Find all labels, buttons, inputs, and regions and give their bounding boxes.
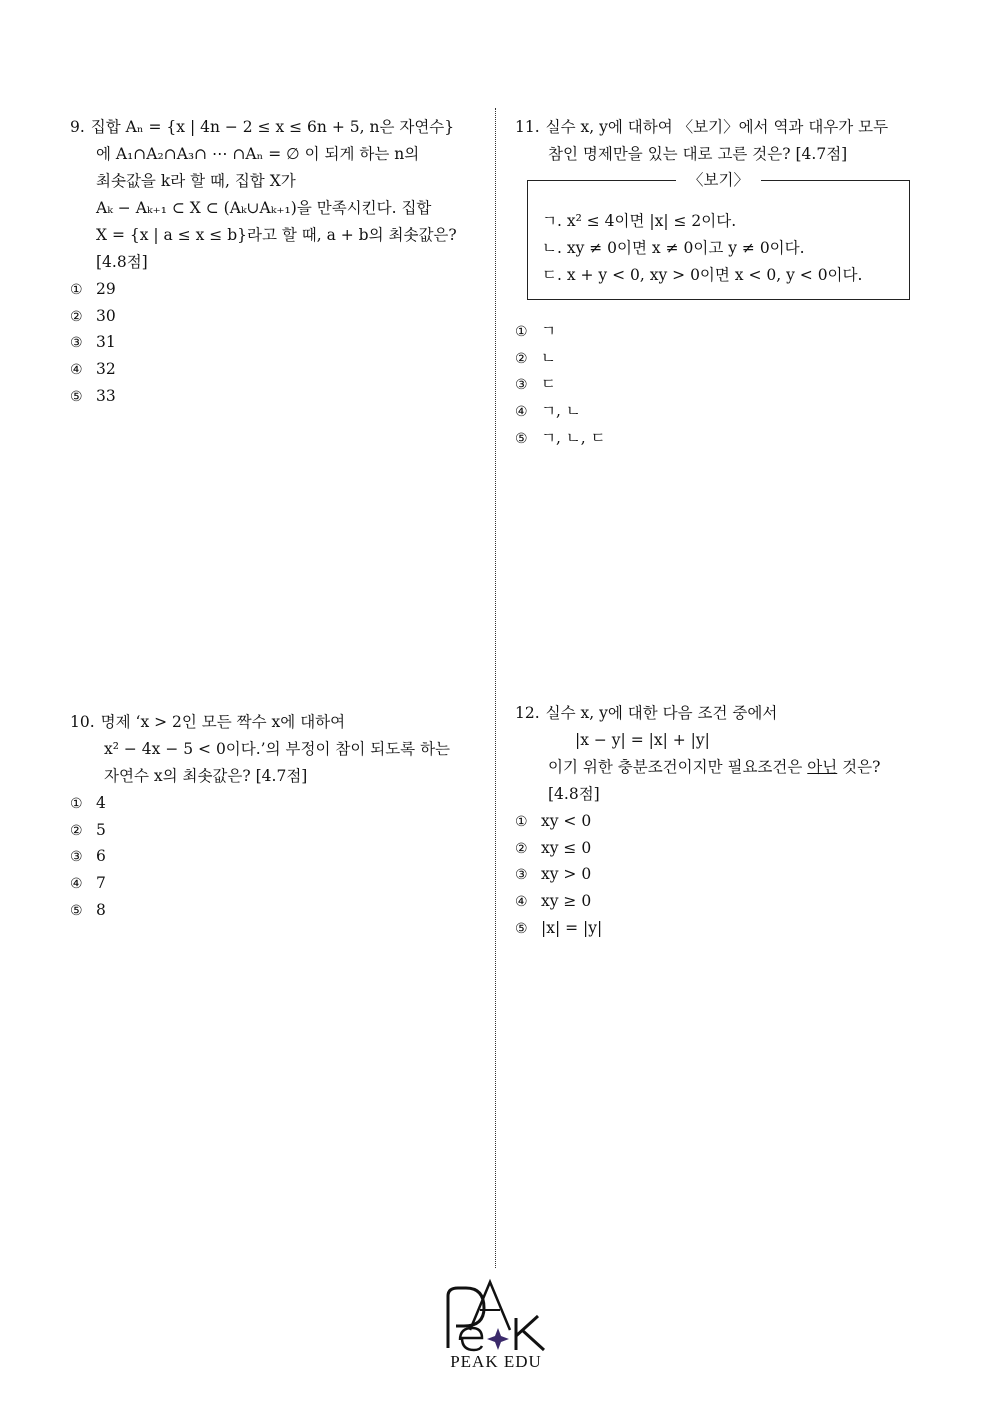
choice-3[interactable]: [70, 843, 485, 870]
bogi-title: [528, 167, 909, 194]
choice-number: ④: [70, 362, 83, 379]
choice-1[interactable]: [515, 318, 925, 345]
bogi-box: [527, 171, 910, 300]
choice-text: xy ≤ 0: [541, 838, 592, 857]
choice-number: ②: [70, 308, 83, 325]
choice-text: 31: [96, 333, 116, 352]
column-divider: [495, 108, 496, 1268]
choice-3[interactable]: [515, 861, 925, 888]
choice-number: ②: [515, 350, 528, 367]
choice-1[interactable]: [515, 808, 925, 835]
question-11: [515, 114, 925, 451]
question-text-line: 집합 Aₙ = {x | 4n − 2 ≤ x ≤ 6n + 5, n은 자연수}: [90, 118, 455, 136]
choice-list: [70, 790, 485, 923]
choice-text: 8: [96, 900, 106, 919]
question-number: 11.: [515, 118, 540, 136]
question-number: 9.: [70, 118, 85, 136]
question-text-line: Aₖ − Aₖ₊₁ ⊂ X ⊂ (Aₖ∪Aₖ₊₁)을 만족시킨다. 집합: [96, 199, 432, 217]
choice-number: ②: [70, 822, 83, 839]
choice-text: ㄱ, ㄴ: [541, 402, 581, 421]
choice-text: xy < 0: [541, 812, 592, 830]
choice-2[interactable]: [515, 345, 925, 372]
choice-number: ①: [70, 282, 83, 298]
choice-number: ④: [70, 876, 83, 893]
choice-1[interactable]: [70, 790, 485, 817]
choice-number: ④: [515, 404, 528, 421]
choice-text: 30: [96, 306, 116, 325]
question-text-post: 것은?: [837, 758, 881, 776]
choice-text: ㄴ: [541, 348, 556, 367]
choice-number: ①: [515, 324, 528, 340]
choice-4[interactable]: [515, 888, 925, 915]
choice-2[interactable]: [515, 835, 925, 862]
question-text-line: 최솟값을 k라 할 때, 집합 X가: [96, 172, 296, 190]
choice-list: [70, 276, 485, 409]
choice-2[interactable]: [70, 303, 485, 330]
question-9: [70, 114, 485, 409]
question-number: 12.: [515, 704, 540, 722]
choice-text: 33: [96, 386, 116, 405]
choice-number: ③: [515, 377, 528, 394]
question-text-line: 에 A₁∩A₂∩A₃∩ ⋯ ∩Aₙ = ∅ 이 되게 하는 n의: [96, 145, 420, 163]
bogi-title-text: 〈보기〉: [676, 171, 761, 189]
bogi-item: ㄴ. xy ≠ 0이면 x ≠ 0이고 y ≠ 0이다.: [542, 239, 805, 257]
choice-text: xy ≥ 0: [541, 892, 592, 911]
question-text-line: x² − 4x − 5 < 0이다.’의 부정이 참이 되도록 하는: [104, 740, 451, 758]
bogi-list: [528, 181, 909, 289]
choice-1[interactable]: [70, 276, 485, 303]
choice-number: ①: [70, 796, 83, 812]
underlined-word: 아닌: [807, 758, 838, 776]
bogi-item: ㄱ. x² ≤ 4이면 |x| ≤ 2이다.: [542, 212, 737, 230]
choice-number: ⑤: [515, 920, 528, 937]
question-12-stem: [515, 700, 925, 808]
question-text-line: 실수 x, y에 대한 다음 조건 중에서: [545, 704, 778, 722]
question-text-pre: 이기 위한 충분조건이지만 필요조건은: [548, 758, 808, 776]
bogi-item: ㄷ. x + y < 0, xy > 0이면 x < 0, y < 0이다.: [542, 266, 863, 284]
question-10: [70, 709, 485, 923]
choice-5[interactable]: [515, 425, 925, 452]
choice-number: ③: [515, 867, 528, 884]
choice-number: ②: [515, 840, 528, 857]
choice-5[interactable]: [70, 383, 485, 410]
choice-text: ㄱ, ㄴ, ㄷ: [541, 428, 606, 447]
condition-formula: |x − y| = |x| + |y|: [575, 731, 710, 749]
question-points: [4.8점]: [548, 785, 600, 803]
question-12: [515, 700, 925, 941]
choice-5[interactable]: [515, 915, 925, 942]
choice-3[interactable]: [70, 329, 485, 356]
choice-4[interactable]: [515, 398, 925, 425]
choice-text: 32: [96, 360, 116, 379]
question-10-stem: [70, 709, 485, 790]
choice-number: ⑤: [70, 902, 83, 919]
question-number: 10.: [70, 713, 95, 731]
choice-3[interactable]: [515, 371, 925, 398]
question-11-stem: [515, 114, 925, 168]
question-9-stem: [70, 114, 485, 276]
choice-text: 29: [96, 280, 116, 298]
choice-5[interactable]: [70, 897, 485, 924]
choice-text: ㄱ: [541, 322, 556, 340]
choice-text: xy > 0: [541, 865, 592, 884]
choice-text: |x| = |y|: [541, 918, 603, 937]
choice-text: 6: [96, 847, 106, 866]
choice-4[interactable]: [70, 356, 485, 383]
choice-number: ③: [70, 335, 83, 352]
choice-number: ⑤: [515, 430, 528, 447]
question-text-line: 명제 ‘x > 2인 모든 짝수 x에 대하여: [100, 713, 346, 731]
choice-text: 5: [96, 820, 106, 839]
choice-number: ⑤: [70, 388, 83, 405]
choice-text: 4: [96, 794, 106, 812]
question-text-line: 실수 x, y에 대하여 〈보기〉에서 역과 대우가 모두: [545, 118, 889, 136]
choice-4[interactable]: [70, 870, 485, 897]
question-text-line: 참인 명제만을 있는 대로 고른 것은? [4.7점]: [548, 145, 848, 163]
question-points: [4.8점]: [96, 253, 148, 271]
choice-list: [515, 318, 925, 451]
choice-number: ③: [70, 849, 83, 866]
choice-2[interactable]: [70, 817, 485, 844]
choice-text: 7: [96, 874, 106, 893]
choice-number: ①: [515, 814, 528, 830]
question-text-line: X = {x | a ≤ x ≤ b}라고 할 때, a + b의 최솟값은?: [96, 226, 457, 244]
choice-text: ㄷ: [541, 375, 556, 394]
logo-text: PEAK EDU: [450, 1352, 542, 1371]
question-text-line: [515, 754, 925, 781]
choice-number: ④: [515, 894, 528, 911]
question-text-line: 자연수 x의 최솟값은? [4.7점]: [104, 767, 308, 785]
choice-list: [515, 808, 925, 941]
